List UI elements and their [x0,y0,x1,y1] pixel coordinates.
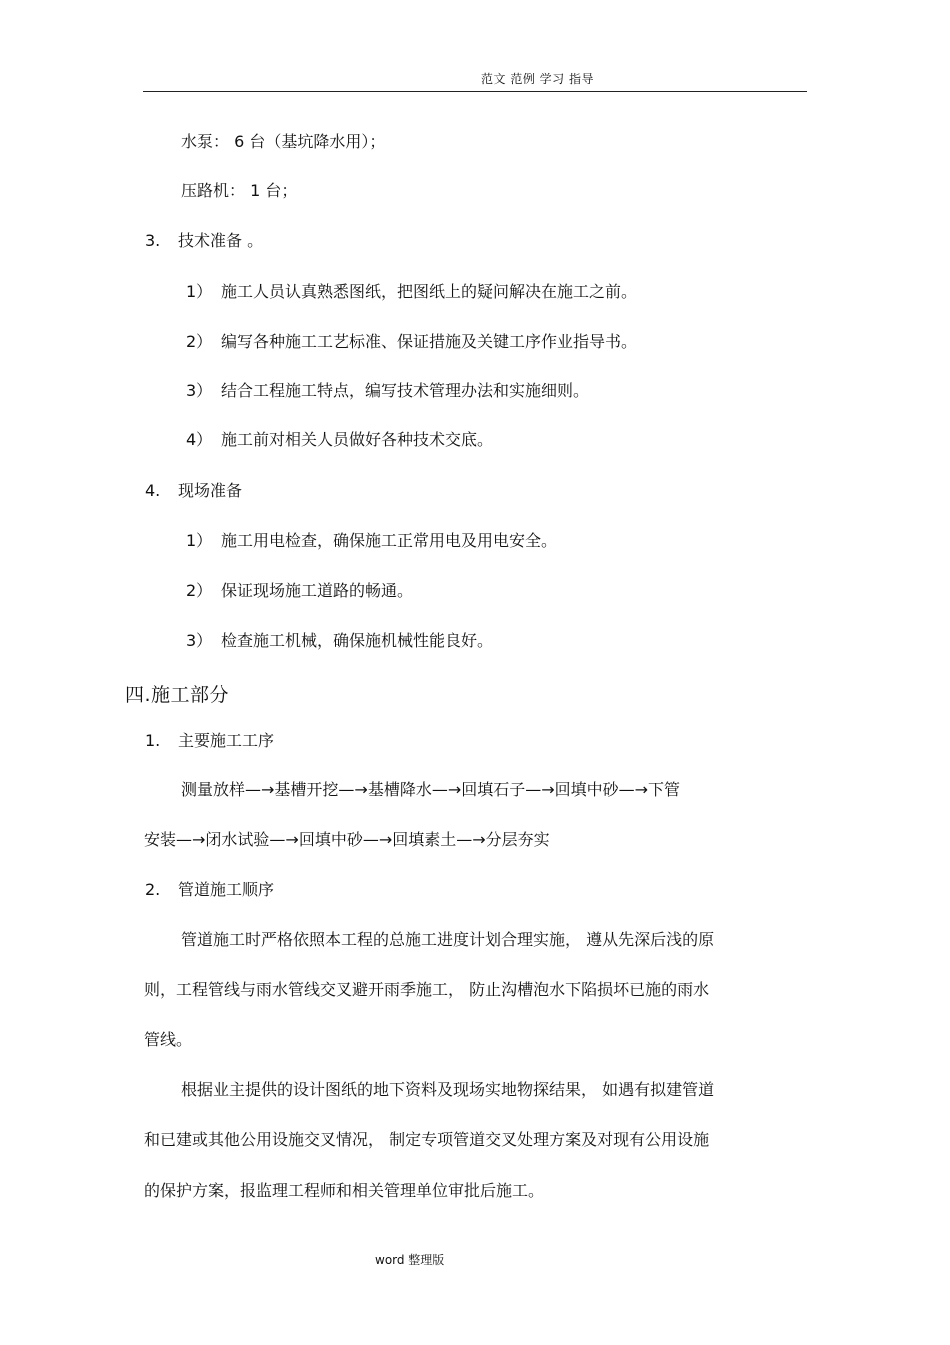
list-text: 保证现场施工道路的畅通。 [221,581,414,600]
page-header: 范文 范例 学习 指导 [481,72,594,86]
list-item [186,282,637,302]
body-line: 则，工程管线与雨水管线交叉避开雨季施工， 防止沟槽泡水下陷损坏已施的雨水 [144,980,710,999]
list-number: 1） [186,282,213,301]
list-item [145,880,274,900]
list-text: 结合工程施工特点，编写技术管理办法和实施细则。 [221,381,590,400]
list-item [145,481,242,501]
body-line: 测量放样—→基槽开挖—→基槽降水—→回填石子—→回填中砂—→下管 [181,780,681,799]
list-number: 3. [145,231,161,250]
body-line: 管线。 [144,1030,193,1049]
list-number: 4. [145,481,161,500]
body-line: 水泵： 6 台（基坑降水用）； [181,132,386,151]
list-text: 技术准备 。 [178,231,264,250]
list-number: 1. [145,731,161,750]
list-number: 4） [186,430,213,449]
header-divider [143,91,807,92]
list-item [145,731,274,751]
list-item [186,381,589,401]
list-number: 2） [186,581,213,600]
list-item [186,531,557,551]
list-number: 2. [145,880,161,899]
body-line: 管道施工时严格依照本工程的总施工进度计划合理实施， 遵从先深后浅的原 [181,930,715,949]
list-text: 主要施工工序 [178,731,275,750]
body-line: 和已建或其他公用设施交叉情况， 制定专项管道交叉处理方案及对现有公用设施 [144,1130,710,1149]
list-number: 3） [186,381,213,400]
list-number: 2） [186,332,213,351]
section-heading: 四.施工部分 [125,684,230,706]
list-text: 现场准备 [178,481,243,500]
list-item [186,430,493,450]
body-line: 压路机： 1 台； [181,181,298,200]
list-text: 施工前对相关人员做好各种技术交底。 [221,430,494,449]
list-number: 3） [186,631,213,650]
body-line: 安装—→闭水试验—→回填中砂—→回填素土—→分层夯实 [144,830,550,849]
list-text: 检查施工机械，确保施机械性能良好。 [221,631,494,650]
list-item [186,581,413,601]
list-text: 管道施工顺序 [178,880,275,899]
list-item [145,231,263,251]
list-item [186,631,493,651]
body-line: 的保护方案，报监理工程师和相关管理单位审批后施工。 [144,1181,545,1200]
list-text: 施工用电检查，确保施工正常用电及用电安全。 [221,531,558,550]
list-item [186,332,637,352]
list-number: 1） [186,531,213,550]
list-text: 编写各种施工工艺标准、保证措施及关键工序作业指导书。 [221,332,638,351]
body-line: 根据业主提供的设计图纸的地下资料及现场实地物探结果， 如遇有拟建管道 [181,1080,715,1099]
page-footer: word 整理版 [375,1253,445,1267]
list-text: 施工人员认真熟悉图纸，把图纸上的疑问解决在施工之前。 [221,282,638,301]
